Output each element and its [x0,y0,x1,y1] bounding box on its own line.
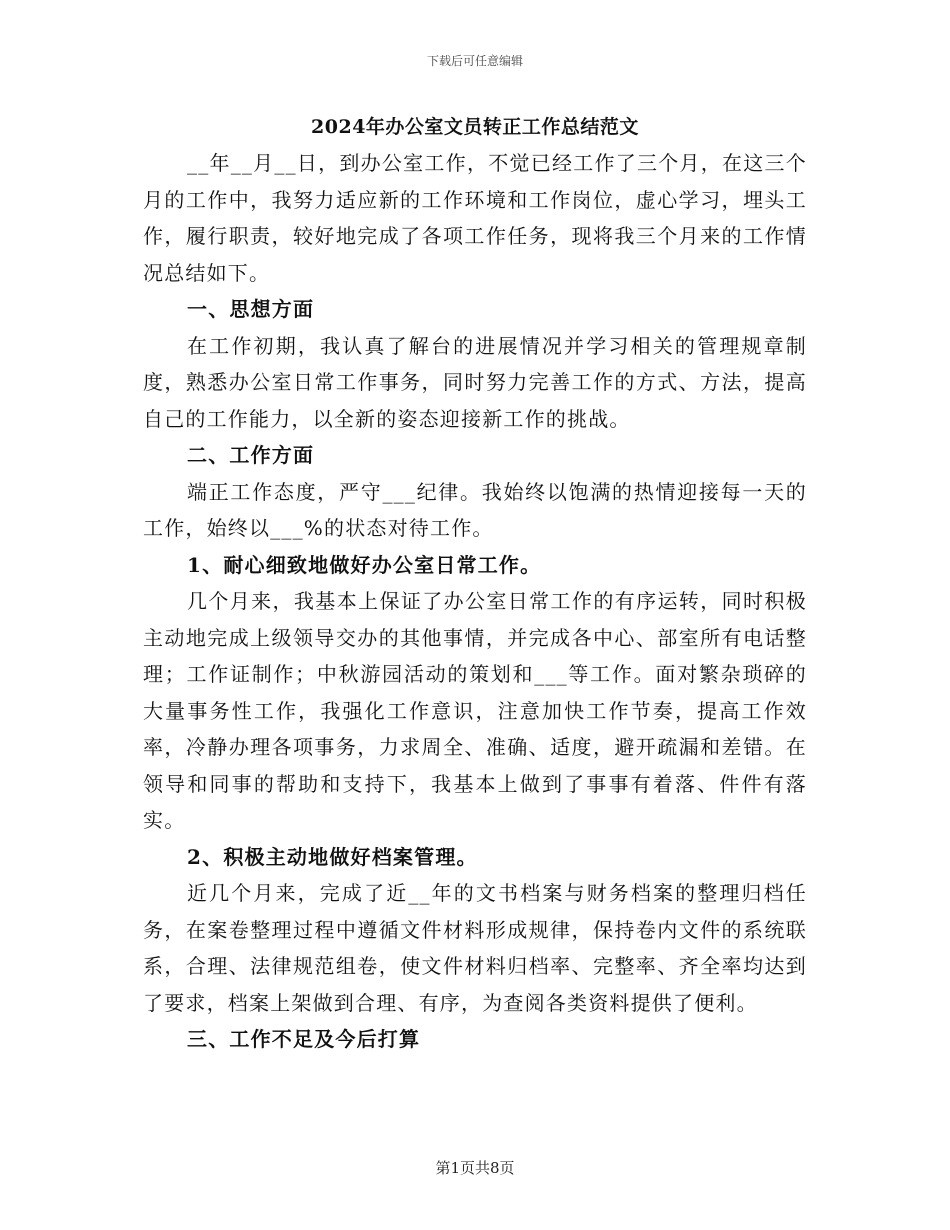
document-title: 2024年办公室文员转正工作总结范文 [311,116,639,138]
section-heading-work: 二、工作方面 [187,443,315,467]
paragraph-daily-work: 几个月来，我基本上保证了办公室日常工作的有序运转，同时积极主动地完成上级领导交办的其他事情，并完成各中心、部室所有电话整理；工作证制作；中秋游园活动的策划和___等工作。面对繁杂琐碎的大量事务性工作，我强化工作意识，注意加快工作节奏，提高工作效率，冷静办理各项事务，力求周全、准确、适度，避开疏漏和差错。在领导和同事的帮助和支持下，我基本上做到了事事有着落、件件有落实。 [143,589,807,832]
paragraph-intro: __年__月__日，到办公室工作，不觉已经工作了三个月，在这三个月的工作中，我努力适应新的工作环境和工作岗位，虚心学习，埋头工作，履行职责，较好地完成了各项工作任务，现将我三个月来的工作情况总结如下。 [143,151,807,285]
paragraph-archive: 近几个月来，完成了近__年的文书档案与财务档案的整理归档任务，在案卷整理过程中遵循文件材料形成规律，保持卷内文件的系统联系，合理、法律规范组卷，使文件材料归档率、完整率、齐全率均达到了要求，档案上架做到合理、有序，为查阅各类资料提供了便利。 [143,881,807,1015]
subheading-archive: 2、积极主动地做好档案管理。 [187,844,478,869]
paragraph-work-attitude: 端正工作态度，严守___纪律。我始终以饱满的热情迎接每一天的工作，始终以___%的状态对待工作。 [143,479,807,540]
document-body [143,145,807,1058]
section-heading-shortcomings: 三、工作不足及今后打算 [187,1027,421,1051]
page-number: 第1页共8页 [435,1159,515,1177]
header-note: 下载后可任意编辑 [426,54,523,68]
paragraph-thought: 在工作初期，我认真了解台的进展情况并学习相关的管理规章制度，熟悉办公室日常工作事务，同时努力完善工作的方式、方法，提高自己的工作能力，以全新的姿态迎接新工作的挑战。 [143,333,807,431]
subheading-daily-work: 1、耐心细致地做好办公室日常工作。 [187,552,542,577]
section-heading-thought: 一、思想方面 [187,297,315,321]
